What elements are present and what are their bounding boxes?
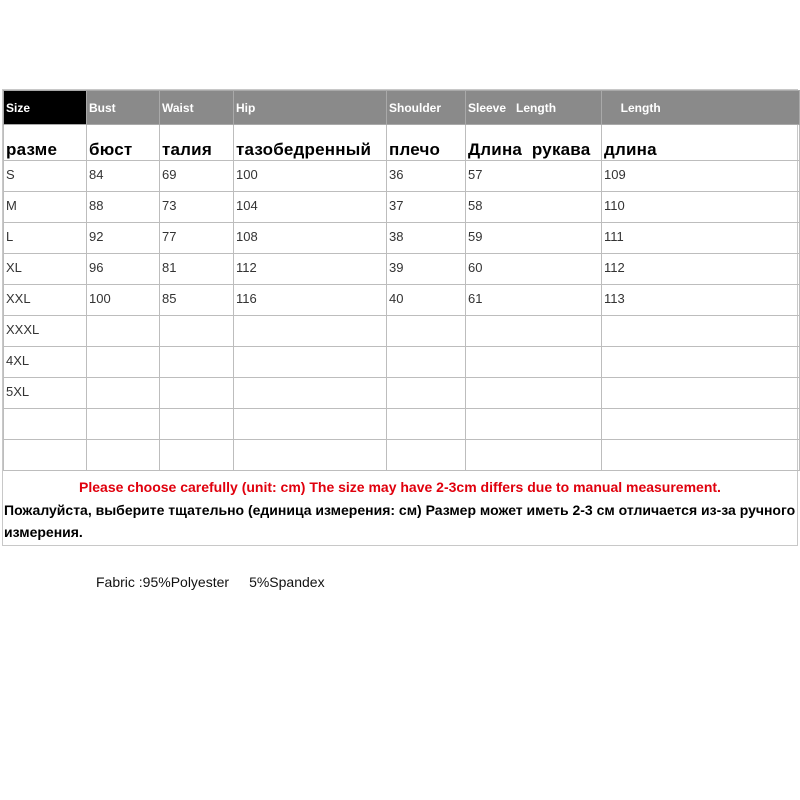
table-cell: XXL [4, 285, 87, 316]
table-cell: 112 [234, 254, 387, 285]
table-cell [466, 409, 602, 440]
table-cell: 109 [602, 161, 800, 192]
table-cell [466, 347, 602, 378]
table-cell [387, 316, 466, 347]
table-cell [234, 347, 387, 378]
table-row [4, 440, 800, 471]
table-cell [87, 347, 160, 378]
table-row [4, 409, 800, 440]
header-waist: Waist [160, 91, 234, 125]
table-cell: 112 [602, 254, 800, 285]
table-cell: 38 [387, 223, 466, 254]
header-size: Size [4, 91, 87, 125]
header-hip: Hip [234, 91, 387, 125]
table-cell: 5XL [4, 378, 87, 409]
table-cell: 36 [387, 161, 466, 192]
table-cell: 84 [87, 161, 160, 192]
table-cell: 100 [87, 285, 160, 316]
table-cell: 100 [234, 161, 387, 192]
header-ru-hip: тазобедренный [234, 125, 387, 161]
table-cell [160, 378, 234, 409]
table-cell: 116 [234, 285, 387, 316]
table-cell: XXXL [4, 316, 87, 347]
table-cell: 61 [466, 285, 602, 316]
table-row [4, 378, 800, 409]
header-sleeve-length: Sleeve Length [466, 91, 602, 125]
table-cell [387, 409, 466, 440]
table-cell: 59 [466, 223, 602, 254]
notes [3, 470, 797, 543]
table-cell: S [4, 161, 87, 192]
table-cell [160, 440, 234, 471]
table-cell: 37 [387, 192, 466, 223]
header-ru-shoulder: плечо [387, 125, 466, 161]
table-body [4, 161, 800, 471]
table-cell: M [4, 192, 87, 223]
table-cell [87, 440, 160, 471]
table-cell [387, 378, 466, 409]
table-cell [234, 378, 387, 409]
header-length: Length [602, 91, 800, 125]
table-cell [234, 316, 387, 347]
size-table [3, 90, 800, 471]
table-cell [602, 316, 800, 347]
table-cell [160, 347, 234, 378]
table-cell: 4XL [4, 347, 87, 378]
table-cell: 92 [87, 223, 160, 254]
table-cell [387, 440, 466, 471]
table-cell: 81 [160, 254, 234, 285]
note-english: Please choose carefully (unit: cm) The size may have 2-3cm differs due to manual measurement. [79, 479, 721, 495]
table-cell: 73 [160, 192, 234, 223]
table-cell [160, 409, 234, 440]
header-row-english [4, 91, 800, 125]
header-ru-size: разме [4, 125, 87, 161]
table-row [4, 161, 800, 192]
table-cell: 113 [602, 285, 800, 316]
table-row [4, 285, 800, 316]
table-cell [234, 440, 387, 471]
table-cell: XL [4, 254, 87, 285]
note-russian: Пожалуйста, выберите тщательно (единица измерения: см) Размер может иметь 2-3 см отличается из-за ручного измерения. [4, 502, 796, 540]
table-cell [602, 378, 800, 409]
table-cell: 40 [387, 285, 466, 316]
table-cell: 60 [466, 254, 602, 285]
table-cell: 69 [160, 161, 234, 192]
table-row [4, 192, 800, 223]
table-cell [602, 347, 800, 378]
table-cell: 108 [234, 223, 387, 254]
header-ru-sleeve-length: Длина рукава [466, 125, 602, 161]
fabric-info [96, 574, 325, 590]
table-row [4, 254, 800, 285]
table-cell [4, 409, 87, 440]
size-chart [2, 89, 798, 546]
table-cell: 104 [234, 192, 387, 223]
table-row [4, 347, 800, 378]
table-cell [87, 409, 160, 440]
header-bust: Bust [87, 91, 160, 125]
table-cell [466, 378, 602, 409]
table-cell [234, 409, 387, 440]
table-cell: 111 [602, 223, 800, 254]
table-row [4, 316, 800, 347]
table-cell: 39 [387, 254, 466, 285]
table-cell: 58 [466, 192, 602, 223]
table-cell [160, 316, 234, 347]
table-cell: 96 [87, 254, 160, 285]
header-ru-waist: талия [160, 125, 234, 161]
header-shoulder: Shoulder [387, 91, 466, 125]
table-cell: 77 [160, 223, 234, 254]
table-cell [387, 347, 466, 378]
table-cell: 88 [87, 192, 160, 223]
table-cell: 85 [160, 285, 234, 316]
table-cell: 57 [466, 161, 602, 192]
table-cell [87, 316, 160, 347]
header-ru-bust: бюст [87, 125, 160, 161]
table-cell [466, 440, 602, 471]
table-row [4, 223, 800, 254]
table-cell: L [4, 223, 87, 254]
table-cell [602, 409, 800, 440]
header-row-russian [4, 125, 800, 161]
table-cell: 110 [602, 192, 800, 223]
fabric-spandex: 5%Spandex [249, 574, 325, 590]
table-cell [466, 316, 602, 347]
header-ru-length: длина [602, 125, 800, 161]
table-cell [4, 440, 87, 471]
table-cell [87, 378, 160, 409]
fabric-composition: Fabric :95%Polyester [96, 574, 230, 590]
table-cell [602, 440, 800, 471]
